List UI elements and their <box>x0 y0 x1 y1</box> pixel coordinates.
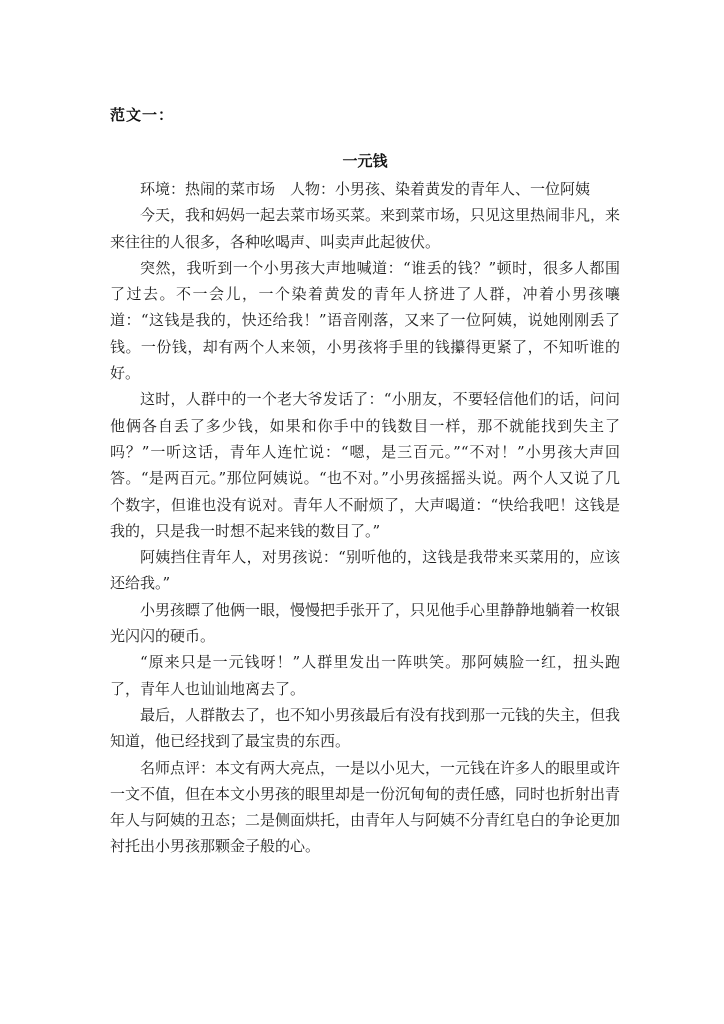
paragraph: 这时，人群中的一个老大爷发话了：“小朋友，不要轻信他们的话，问问他俩各自丢了多少钱，如果和你手中的钱数目一样，那不就能找到失主了吗？”一听这话，青年人连忙说：“嗯，是三百元。”“不对！”小男孩大声回答。“是两百元。”那位阿姨说。“也不对。”小男孩摇摇头说。两个人又说了几个数字，但谁也没有说对。青年人不耐烦了，大声喝道：“快给我吧！这钱是我的，只是我一时想不起来钱的数目了。” <box>110 390 620 540</box>
essay-title: 一元钱 <box>342 152 388 170</box>
essay-body <box>110 176 620 860</box>
paragraph: 小男孩瞟了他俩一眼，慢慢把手张开了，只见他手心里静静地躺着一枚银光闪闪的硬币。 <box>110 600 621 646</box>
paragraph: 阿姨挡住青年人，对男孩说：“别听他的，这钱是我带来买菜用的，应该还给我。” <box>110 548 620 593</box>
paragraph: 突然，我听到一个小男孩大声地喊道：“谁丢的钱？”顿时，很多人都围了过去。不一会儿，一个染着黄发的青年人挤进了人群，冲着小男孩嚷道：“这钱是我的，快还给我！”语音刚落，又来了一位阿姨，说她刚刚丢了钱。一份钱，却有两个人来领，小男孩将手里的钱攥得更紧了，不知听谁的好。 <box>110 258 620 383</box>
paragraph: 今天，我和妈妈一起去菜市场买菜。来到菜市场，只见这里热闹非凡，来来往往的人很多，各种吆喝声、叫卖声此起彼伏。 <box>110 206 621 251</box>
teacher-comment: 名师点评：本文有两大亮点，一是以小见大，一元钱在许多人的眼里或许一文不值，但在本文小男孩的眼里却是一份沉甸甸的责任感，同时也折射出青年人与阿姨的丑态；二是侧面烘托，由青年人与阿姨不分青红皂白的争论更加衬托出小男孩那颗金子般的心。 <box>110 758 621 856</box>
section-label: 范文一： <box>110 106 175 124</box>
paragraph: 最后，人群散去了，也不知小男孩最后有没有找到那一元钱的失主，但我知道，他已经找到了最宝贵的东西。 <box>110 705 621 751</box>
paragraph: “原来只是一元钱呀！”人群里发出一阵哄笑。那阿姨脸一红，扭头跑了，青年人也讪讪地离去了。 <box>110 653 620 698</box>
setting-line: 环境：热闹的菜市场 人物：小男孩、染着黄发的青年人、一位阿姨 <box>140 180 591 198</box>
